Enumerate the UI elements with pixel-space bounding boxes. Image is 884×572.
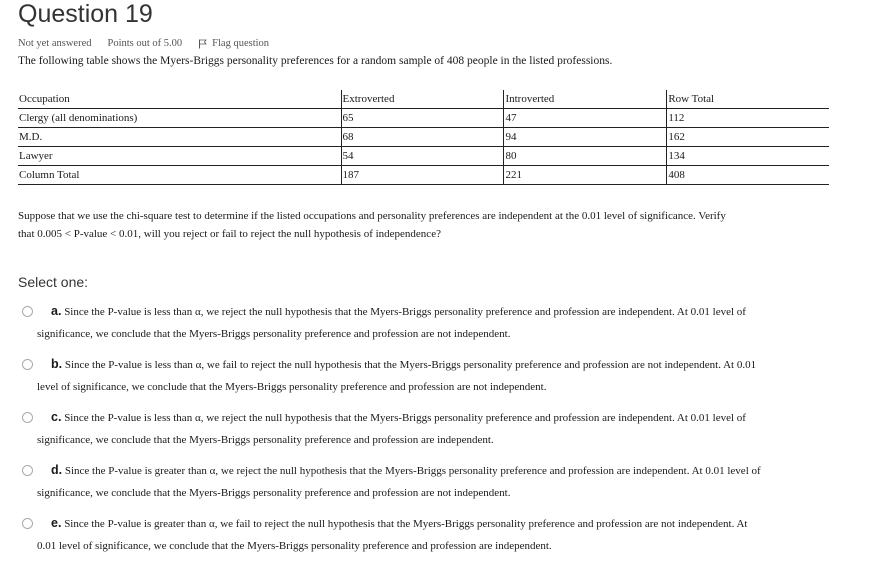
table-cell: 94 xyxy=(504,128,667,147)
option-text: significance, we conclude that the Myers-Briggs personality preference and profession are independent. xyxy=(37,434,494,446)
table-cell: 54 xyxy=(341,147,504,166)
table-row xyxy=(18,147,829,166)
answer-status: Not yet answered xyxy=(18,38,92,49)
table-cell: Column Total xyxy=(18,166,341,185)
prompt-line: Suppose that we use the chi-square test to determine if the listed occupations and personality preferences are independent at the 0.01 level of significance. Verify xyxy=(18,210,726,222)
option-text: Since the P-value is less than α, we reject the null hypothesis that the Myers-Briggs personality preference and profession are independent. At 0.01 level of xyxy=(64,306,746,318)
option-text: significance, we conclude that the Myers-Briggs personality preference and profession are not independent. xyxy=(37,328,511,340)
radio-button[interactable] xyxy=(22,412,33,423)
option-letter: d. xyxy=(51,463,63,477)
points-info: Points out of 5.00 xyxy=(107,38,183,49)
table-row xyxy=(18,109,829,128)
radio-button[interactable] xyxy=(22,518,33,529)
question-meta xyxy=(18,38,269,49)
data-table xyxy=(18,90,829,185)
option-text: level of significance, we conclude that the Myers-Briggs personality preference and profession are not independent. xyxy=(37,381,547,393)
option-letter: c. xyxy=(51,410,62,424)
table-header: Introverted xyxy=(504,90,667,109)
table-cell: 112 xyxy=(667,109,829,128)
table-cell: 65 xyxy=(341,109,504,128)
table-cell: 221 xyxy=(504,166,667,185)
prompt-line: that 0.005 < P-value < 0.01, will you reject or fail to reject the null hypothesis of independence? xyxy=(18,228,441,240)
flag-question-label: Flag question xyxy=(212,38,270,49)
select-one-label: Select one: xyxy=(18,274,89,290)
table-cell: Clergy (all denominations) xyxy=(18,109,341,128)
table-cell: 408 xyxy=(667,166,829,185)
table-row xyxy=(18,166,829,185)
table-cell: 134 xyxy=(667,147,829,166)
option-letter: e. xyxy=(51,516,62,530)
table-cell: 187 xyxy=(341,166,504,185)
option-text: significance, we conclude that the Myers-Briggs personality preference and profession are not independent. xyxy=(37,487,511,499)
table-header: Occupation xyxy=(18,90,341,109)
answer-option-a[interactable] xyxy=(22,300,832,345)
table-header: Row Total xyxy=(667,90,829,109)
radio-button[interactable] xyxy=(22,359,33,370)
table-cell: 47 xyxy=(504,109,667,128)
table-cell: Lawyer xyxy=(18,147,341,166)
table-cell: M.D. xyxy=(18,128,341,147)
answer-option-b[interactable] xyxy=(22,353,832,398)
question-intro: The following table shows the Myers-Briggs personality preferences for a random sample of 408 people in the listed professions. xyxy=(18,55,613,67)
answer-option-e[interactable] xyxy=(22,512,832,557)
flag-question-link[interactable] xyxy=(198,38,269,49)
table-cell: 80 xyxy=(504,147,667,166)
table-cell: 68 xyxy=(341,128,504,147)
table-header-row xyxy=(18,90,829,109)
radio-button[interactable] xyxy=(22,465,33,476)
option-letter: b. xyxy=(51,357,63,371)
flag-icon xyxy=(198,39,208,49)
question-prompt xyxy=(18,207,838,243)
radio-button[interactable] xyxy=(22,306,33,317)
question-title: Question 19 xyxy=(18,0,153,28)
table-header: Extroverted xyxy=(341,90,504,109)
option-text: Since the P-value is less than α, we reject the null hypothesis that the Myers-Briggs personality preference and profession are independent. At 0.01 level of xyxy=(64,412,746,424)
option-text: Since the P-value is greater than α, we reject the null hypothesis that the Myers-Briggs personality preference and profession are independent. At 0.01 level of xyxy=(64,465,761,477)
option-text: Since the P-value is less than α, we fail to reject the null hypothesis that the Myers-Briggs personality preference and profession are not independent. At 0.01 xyxy=(64,359,757,371)
option-text: Since the P-value is greater than α, we fail to reject the null hypothesis that the Myers-Briggs personality preference and profession are not independent. At xyxy=(64,518,748,530)
option-letter: a. xyxy=(51,304,62,318)
table-cell: 162 xyxy=(667,128,829,147)
table-row xyxy=(18,128,829,147)
answer-option-c[interactable] xyxy=(22,406,832,451)
answer-option-d[interactable] xyxy=(22,459,832,504)
option-text: 0.01 level of significance, we conclude that the Myers-Briggs personality preference and profession are independent. xyxy=(37,540,552,552)
